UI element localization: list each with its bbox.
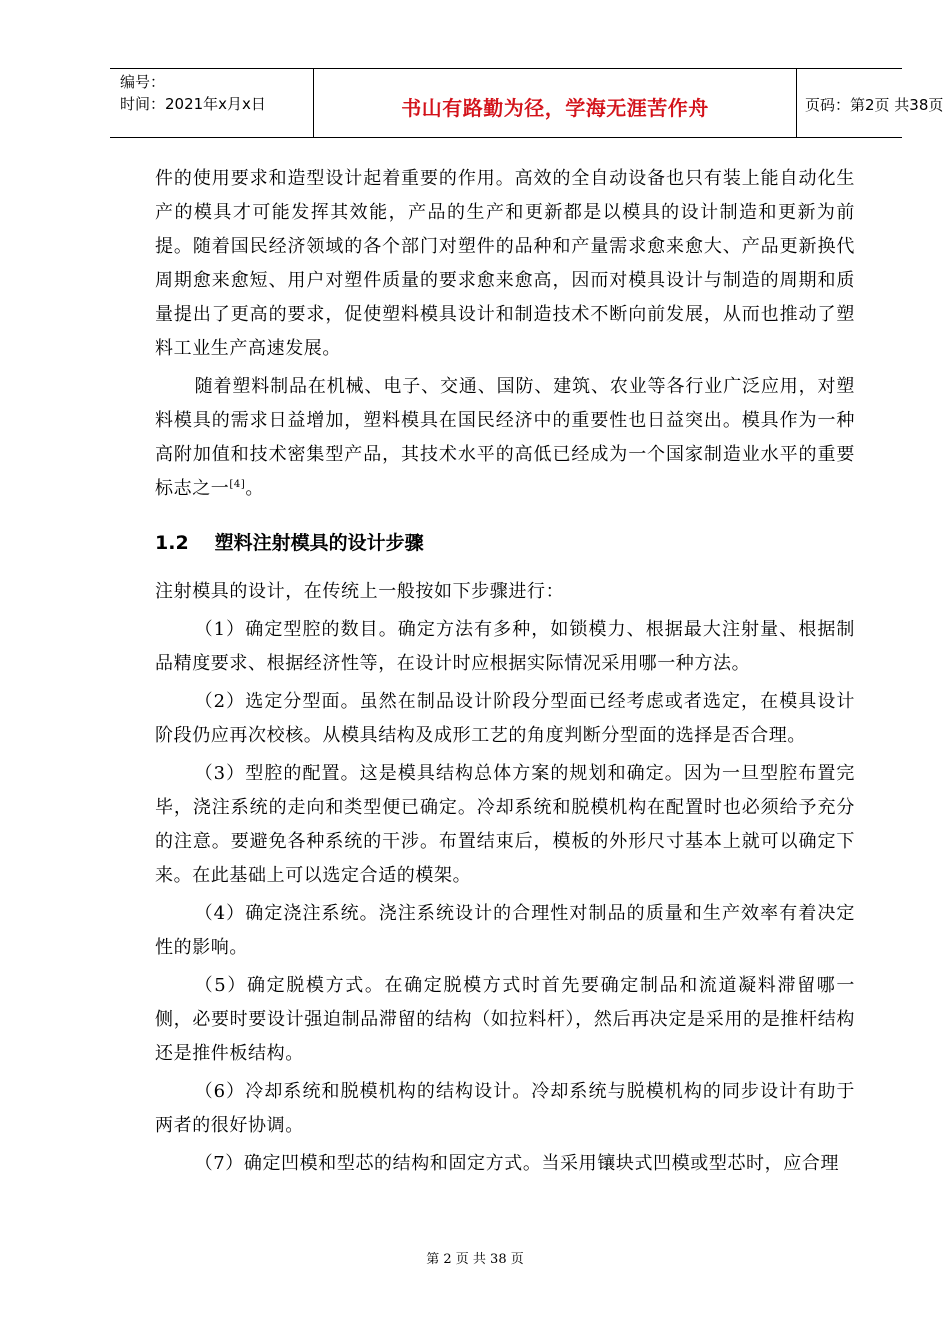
step-item: （4）确定浇注系统。浇注系统设计的合理性对制品的质量和生产效率有着决定性的影响。 bbox=[155, 903, 855, 958]
section-intro: 注射模具的设计，在传统上一般按如下步骤进行： bbox=[155, 581, 565, 602]
document-time-label: 时间：2021年x月x日 bbox=[120, 95, 266, 113]
paragraph-intro-2 bbox=[155, 370, 855, 506]
header-page-cell bbox=[797, 69, 944, 137]
header-meta-cell bbox=[110, 69, 314, 137]
step-item: （5）确定脱模方式。在确定脱模方式时首先要确定制品和流道凝料滞留哪一侧，必要时要设计强迫制品滞留的结构（如拉料杆），然后再决定是采用的是推杆结构还是推件板结构。 bbox=[155, 975, 855, 1064]
section-number: 1.2 bbox=[155, 532, 189, 554]
step-item: （7）确定凹模和型芯的结构和固定方式。当采用镶块式凹模或型芯时，应合理 bbox=[194, 1153, 840, 1174]
paragraph-intro-2-tail: 。 bbox=[245, 478, 264, 499]
page-footer: 第 2 页 共 38 页 bbox=[426, 1252, 524, 1267]
document-number-label: 编号： bbox=[120, 73, 166, 91]
section-heading bbox=[155, 528, 855, 555]
section-title: 塑料注射模具的设计步骤 bbox=[214, 532, 424, 554]
paragraph-intro-1: 件的使用要求和造型设计起着重要的作用。高效的全自动设备也只有装上能自动化生产的模具才可能发挥其效能，产品的生产和更新都是以模具的设计制造和更新为前提。随着国民经济领域的各个部门对塑件的品种和产量需求愈来愈大、产品更新换代周期愈来愈短、用户对塑件质量的要求愈来愈高，因而对模具设计与制造的周期和质量提出了更高的要求，促使塑料模具设计和制造技术不断向前发展，从而也推动了塑料工业生产高速发展。 bbox=[155, 168, 855, 359]
document-body bbox=[155, 162, 855, 1181]
page-header bbox=[110, 68, 944, 138]
step-item: （2）选定分型面。虽然在制品设计阶段分型面已经考虑或者选定，在模具设计阶段仍应再次校核。从模具结构及成形工艺的角度判断分型面的选择是否合理。 bbox=[155, 691, 855, 746]
citation-ref: [4] bbox=[229, 479, 246, 490]
paragraph-intro-2-text: 随着塑料制品在机械、电子、交通、国防、建筑、农业等各行业广泛应用，对塑料模具的需求日益增加，塑料模具在国民经济中的重要性也日益突出。模具作为一种高附加值和技术密集型产品，其技术水平的高低已经成为一个国家制造业水平的重要标志之一 bbox=[155, 376, 855, 499]
header-motto: 书山有路勤为径，学海无涯苦作舟 bbox=[401, 96, 709, 120]
step-item: （3）型腔的配置。这是模具结构总体方案的规划和确定。因为一旦型腔布置完毕，浇注系统的走向和类型便已确定。冷却系统和脱模机构在配置时也必须给予充分的注意。要避免各种系统的干涉。布置结束后，模板的外形尺寸基本上就可以确定下来。在此基础上可以选定合适的模架。 bbox=[155, 763, 855, 886]
header-motto-cell bbox=[314, 69, 797, 137]
step-item: （6）冷却系统和脱模机构的结构设计。冷却系统与脱模机构的同步设计有助于两者的很好协调。 bbox=[155, 1081, 855, 1136]
header-page-code: 页码：第2页 共38页 bbox=[805, 96, 944, 114]
step-item: （1）确定型腔的数目。确定方法有多种，如锁模力、根据最大注射量、根据制品精度要求、根据经济性等，在设计时应根据实际情况采用哪一种方法。 bbox=[155, 619, 855, 674]
